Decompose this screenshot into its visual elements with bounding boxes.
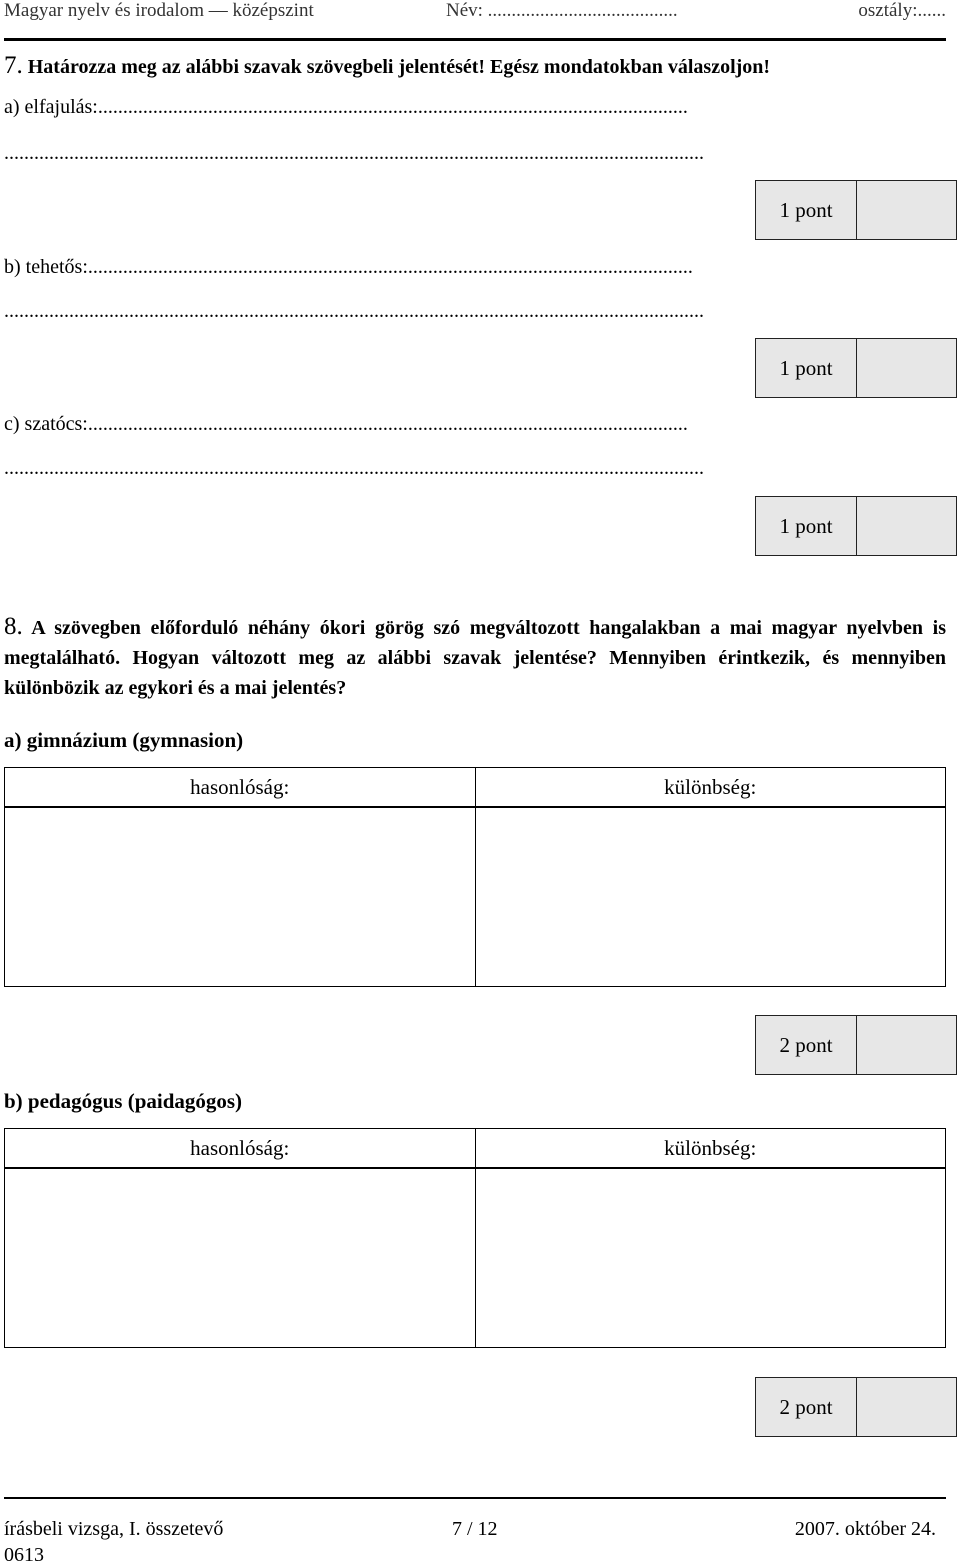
answer-line-a-2[interactable] (4, 142, 944, 165)
page-header (4, 0, 946, 26)
exam-code: 0613 (4, 1544, 44, 1565)
answer-line-c-2[interactable] (4, 457, 944, 480)
column-similarity: hasonlóság: (5, 768, 476, 806)
answer-line-c[interactable] (4, 413, 944, 436)
table-answer-row (5, 808, 945, 986)
answer-line-b[interactable] (4, 256, 944, 279)
question-8-number: 8. (4, 613, 23, 640)
table-header-row (5, 768, 945, 808)
score-label: 1 pont (756, 339, 857, 397)
answer-dots: ........................................................................................................................ (87, 413, 688, 435)
similarity-answer-cell[interactable] (5, 1169, 476, 1347)
answer-dots: ...................................................................................................................... (97, 96, 688, 118)
subquestion-b-label: b) pedagógus (paidagógos) (4, 1089, 243, 1113)
score-box-8b (755, 1377, 957, 1437)
question-7-text: Határozza meg az alábbi szavak szövegbeli jelentését! Egész mondatokban válaszoljon! (27, 56, 771, 78)
page-number: 7 / 12 (452, 1518, 498, 1540)
item-word: szatócs: (24, 413, 88, 435)
item-letter: b) (4, 256, 21, 278)
score-entry[interactable] (857, 1016, 956, 1074)
score-entry[interactable] (857, 339, 956, 397)
exam-date: 2007. október 24. (794, 1518, 936, 1540)
difference-answer-cell[interactable] (476, 808, 946, 986)
question-7-number: 7. (4, 52, 23, 79)
item-word: tehetős: (25, 256, 88, 278)
answer-table-a (4, 767, 946, 987)
answer-dots: ............................................................................................................................................ (4, 300, 704, 322)
subquestion-a-label: a) gimnázium (gymnasion) (4, 728, 244, 752)
table-header-row (5, 1129, 945, 1169)
score-label: 1 pont (756, 181, 857, 239)
score-entry[interactable] (857, 181, 956, 239)
answer-table-b (4, 1128, 946, 1348)
score-box-7a (755, 180, 957, 240)
footer-exam-part: írásbeli vizsga, I. összetevő (4, 1518, 224, 1540)
column-difference: különbség: (664, 1135, 757, 1160)
score-box-8a (755, 1015, 957, 1075)
question-7-prompt (4, 52, 770, 80)
question-8-prompt (4, 612, 946, 703)
score-label: 2 pont (756, 1016, 857, 1074)
question-8-text: A szövegben előforduló néhány ókori görög szó megváltozott hangalakban a mai magyar nyelvben is megtalálható. Hogyan változott meg az alábbi szavak jelentése? Mennyiben érintkezik, és mennyiben különbözik az egykori és a mai jelentés? (4, 617, 946, 699)
score-label: 2 pont (756, 1378, 857, 1436)
answer-dots: ............................................................................................................................................ (4, 142, 704, 164)
similarity-answer-cell[interactable] (5, 808, 476, 986)
item-word: elfajulás: (24, 96, 98, 118)
score-label: 1 pont (756, 497, 857, 555)
score-box-7b (755, 338, 957, 398)
name-field[interactable]: Név: ........................................ (446, 0, 678, 21)
item-letter: c) (4, 413, 20, 435)
exam-title: Magyar nyelv és irodalom — középszint (4, 0, 314, 21)
answer-line-a[interactable] (4, 96, 944, 119)
footer-divider (4, 1497, 946, 1499)
score-box-7c (755, 496, 957, 556)
answer-dots: ............................................................................................................................................ (4, 457, 704, 479)
column-difference: különbség: (664, 774, 757, 799)
table-answer-row (5, 1169, 945, 1347)
column-similarity: hasonlóság: (5, 1129, 476, 1167)
score-entry[interactable] (857, 497, 956, 555)
difference-answer-cell[interactable] (476, 1169, 946, 1347)
header-divider (4, 38, 946, 41)
answer-dots: ......................................................................................................................... (87, 256, 693, 278)
answer-line-b-2[interactable] (4, 300, 944, 323)
score-entry[interactable] (857, 1378, 956, 1436)
class-field[interactable]: osztály:...... (858, 0, 946, 21)
item-letter: a) (4, 96, 20, 118)
